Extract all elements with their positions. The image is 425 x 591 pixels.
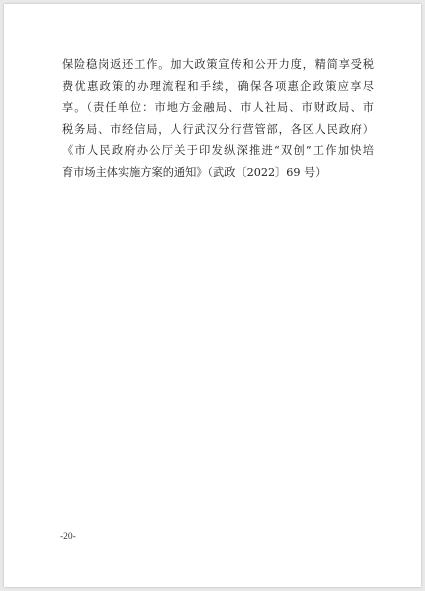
paragraph-line: 费优惠政策的办理流程和手续，确保各项惠企政策应享尽 <box>62 79 374 93</box>
paragraph-line: 税务局、市经信局，人行武汉分行营管部，各区人民政府） <box>62 122 374 136</box>
page-number: -20- <box>60 532 76 542</box>
document-page <box>4 4 421 587</box>
paragraph-line: 《市人民政府办公厅关于印发纵深推进“双创”工作加快培 <box>62 144 374 158</box>
body-paragraph <box>62 54 374 184</box>
paragraph-line: 育市场主体实施方案的通知》（武政〔2022〕69 号） <box>62 165 327 179</box>
paragraph-line: 保险稳岗返还工作。加大政策宣传和公开力度，精简享受税 <box>62 58 374 71</box>
paragraph-line: 享。（责任单位：市地方金融局、市人社局、市财政局、市 <box>62 101 374 115</box>
